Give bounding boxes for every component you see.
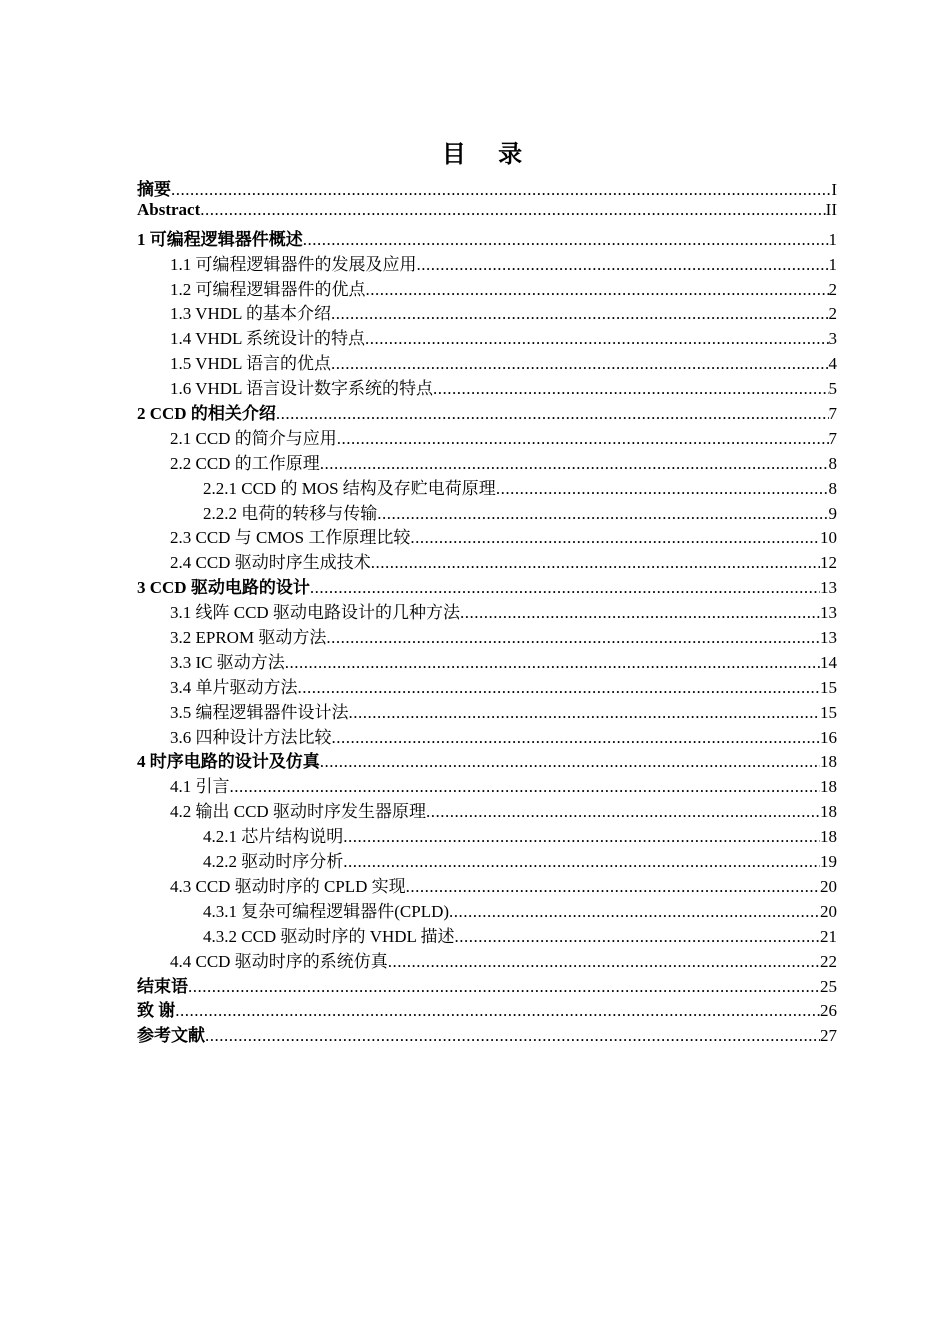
- toc-entry-page: II: [825, 199, 837, 219]
- toc-entry-page: 21: [820, 926, 837, 946]
- toc-entry-page: 13: [820, 578, 837, 598]
- toc-entry[interactable]: [137, 424, 837, 449]
- toc-dot-leader: [343, 827, 820, 847]
- toc-entry[interactable]: [137, 324, 837, 349]
- toc-entry-title: 4.2 输出 CCD 驱动时序发生器原理: [170, 802, 426, 822]
- toc-entry[interactable]: [137, 747, 837, 772]
- toc-dot-leader: [331, 304, 828, 324]
- toc-entry-title: 2.2.2 电荷的转移与传输: [203, 503, 378, 523]
- toc-entry-page: 20: [820, 901, 837, 921]
- toc-entry-title: 1.6 VHDL 语言设计数字系统的特点: [170, 379, 434, 399]
- toc-entry-page: 15: [820, 702, 837, 722]
- toc-entry-page: 2: [828, 304, 837, 324]
- toc-entry-title: 4.3.2 CCD 驱动时序的 VHDL 描述: [203, 926, 455, 946]
- toc-entry[interactable]: [137, 523, 837, 548]
- toc-entry-title: 4.1 引言: [170, 777, 230, 797]
- toc-dot-leader: [406, 877, 820, 897]
- toc-entry-page: 18: [820, 802, 837, 822]
- toc-entry[interactable]: [137, 648, 837, 673]
- toc-dot-leader: [366, 280, 829, 300]
- toc-entry[interactable]: [137, 499, 837, 524]
- toc-entry-title: 2.2 CCD 的工作原理: [170, 453, 320, 473]
- table-of-contents: [137, 175, 837, 1046]
- toc-entry-title: 2.4 CCD 驱动时序生成技术: [170, 553, 371, 573]
- toc-entry-title: 参考文献: [137, 1026, 205, 1046]
- toc-entry[interactable]: [137, 548, 837, 573]
- toc-entry-page: 8: [828, 453, 837, 473]
- toc-dot-leader: [200, 200, 825, 220]
- toc-dot-leader: [175, 1001, 820, 1021]
- toc-entry[interactable]: [137, 449, 837, 474]
- toc-dot-leader: [285, 653, 820, 673]
- toc-dot-leader: [298, 678, 821, 698]
- toc-entry[interactable]: [137, 374, 837, 399]
- toc-entry[interactable]: [137, 175, 837, 200]
- toc-entry-page: 14: [820, 652, 837, 672]
- toc-entry-page: 25: [820, 976, 837, 996]
- toc-entry-page: I: [831, 180, 837, 199]
- toc-entry[interactable]: [137, 399, 837, 424]
- toc-entry-title: 结束语: [137, 976, 188, 996]
- toc-dot-leader: [276, 404, 829, 424]
- toc-entry-title: 1.5 VHDL 语言的优点: [170, 354, 332, 374]
- toc-dot-leader: [371, 553, 820, 573]
- toc-entry-title: 1 可编程逻辑器件概述: [137, 229, 303, 249]
- toc-dot-leader: [460, 603, 820, 623]
- toc-dot-leader: [331, 354, 828, 374]
- toc-dot-leader: [230, 777, 821, 797]
- toc-entry[interactable]: [137, 598, 837, 623]
- toc-entry-title: 4.2.2 驱动时序分析: [203, 852, 344, 872]
- toc-entry-title: 3 CCD 驱动电路的设计: [137, 578, 310, 598]
- toc-dot-leader: [365, 329, 828, 349]
- toc-entry-title: 1.2 可编程逻辑器件的优点: [170, 279, 366, 299]
- toc-entry[interactable]: [137, 1021, 837, 1046]
- toc-entry-title: 3.3 IC 驱动方法: [170, 652, 285, 672]
- toc-entry-page: 7: [828, 428, 837, 448]
- toc-entry-title: 2 CCD 的相关介绍: [137, 404, 276, 424]
- toc-entry-page: 5: [828, 379, 837, 399]
- toc-dot-leader: [303, 230, 829, 250]
- toc-dot-leader: [171, 180, 831, 200]
- toc-dot-leader: [455, 927, 820, 947]
- toc-entry-page: 8: [828, 478, 837, 498]
- toc-entry[interactable]: [137, 275, 837, 300]
- toc-entry-page: 9: [828, 503, 837, 523]
- toc-dot-leader: [349, 703, 821, 723]
- toc-entry-page: 19: [820, 852, 837, 872]
- toc-entry-page: 2: [828, 279, 837, 299]
- toc-entry[interactable]: [137, 673, 837, 698]
- toc-entry-page: 1: [828, 229, 837, 249]
- toc-entry-title: 3.4 单片驱动方法: [170, 677, 298, 697]
- toc-entry-page: 13: [820, 628, 837, 648]
- toc-entry[interactable]: [137, 299, 837, 324]
- toc-entry-page: 12: [820, 553, 837, 573]
- toc-entry-page: 27: [820, 1026, 837, 1046]
- toc-dot-leader: [433, 379, 828, 399]
- toc-dot-leader: [388, 952, 820, 972]
- toc-dot-leader: [188, 977, 820, 997]
- toc-entry[interactable]: [137, 922, 837, 947]
- toc-entry-title: 1.1 可编程逻辑器件的发展及应用: [170, 254, 417, 274]
- toc-entry-title: 摘要: [137, 180, 171, 199]
- toc-entry[interactable]: [137, 623, 837, 648]
- toc-entry[interactable]: [137, 200, 837, 225]
- toc-dot-leader: [377, 504, 828, 524]
- toc-entry-page: 22: [820, 951, 837, 971]
- toc-entry-page: 7: [828, 404, 837, 424]
- toc-entry[interactable]: [137, 822, 837, 847]
- toc-dot-leader: [426, 802, 820, 822]
- toc-entry[interactable]: [137, 250, 837, 275]
- toc-entry[interactable]: [137, 349, 837, 374]
- toc-entry-title: 3.5 编程逻辑器件设计法: [170, 702, 349, 722]
- page-title: 目 录: [441, 139, 535, 168]
- toc-entry-page: 18: [820, 752, 837, 772]
- toc-entry[interactable]: [137, 996, 837, 1021]
- toc-entry[interactable]: [137, 573, 837, 598]
- toc-entry-title: 致 谢: [137, 1001, 176, 1021]
- toc-entry[interactable]: [137, 872, 837, 897]
- toc-dot-leader: [320, 752, 820, 772]
- toc-dot-leader: [343, 852, 820, 872]
- toc-dot-leader: [417, 255, 829, 275]
- toc-entry[interactable]: [137, 474, 837, 499]
- toc-entry[interactable]: [137, 797, 837, 822]
- toc-entry-title: 4.2.1 芯片结构说明: [203, 827, 344, 847]
- toc-dot-leader: [410, 528, 820, 548]
- toc-dot-leader: [205, 1026, 820, 1046]
- toc-entry-page: 18: [820, 777, 837, 797]
- toc-entry-title: 4 时序电路的设计及仿真: [137, 752, 320, 772]
- toc-entry-page: 18: [820, 827, 837, 847]
- toc-entry[interactable]: [137, 225, 837, 250]
- toc-entry-page: 13: [820, 603, 837, 623]
- toc-entry-page: 3: [828, 329, 837, 349]
- toc-dot-leader: [310, 578, 820, 598]
- toc-entry[interactable]: [137, 723, 837, 748]
- toc-entry-page: 16: [820, 727, 837, 747]
- toc-entry-page: 15: [820, 677, 837, 697]
- toc-entry-title: 1.4 VHDL 系统设计的特点: [170, 329, 366, 349]
- toc-entry-title: 4.3.1 复杂可编程逻辑器件(CPLD): [203, 901, 450, 921]
- toc-entry[interactable]: [137, 947, 837, 972]
- toc-entry-title: 4.3 CCD 驱动时序的 CPLD 实现: [170, 876, 406, 896]
- toc-entry-title: 2.1 CCD 的简介与应用: [170, 428, 337, 448]
- toc-dot-leader: [320, 454, 829, 474]
- toc-dot-leader: [449, 902, 820, 922]
- toc-entry[interactable]: [137, 897, 837, 922]
- toc-dot-leader: [332, 728, 821, 748]
- toc-entry-page: 4: [828, 354, 837, 374]
- toc-entry-title: 3.6 四种设计方法比较: [170, 727, 332, 747]
- toc-entry-title: 2.3 CCD 与 CMOS 工作原理比较: [170, 528, 411, 548]
- toc-entry-title: 3.2 EPROM 驱动方法: [170, 628, 327, 648]
- toc-entry-title: 3.1 线阵 CCD 驱动电路设计的几种方法: [170, 603, 460, 623]
- toc-entry-page: 10: [820, 528, 837, 548]
- toc-entry[interactable]: [137, 698, 837, 723]
- toc-dot-leader: [326, 628, 820, 648]
- toc-entry[interactable]: [137, 972, 837, 997]
- toc-entry-page: 26: [820, 1001, 837, 1021]
- toc-entry-page: 20: [820, 876, 837, 896]
- toc-entry-title: 2.2.1 CCD 的 MOS 结构及存贮电荷原理: [203, 478, 496, 498]
- toc-entry[interactable]: [137, 847, 837, 872]
- toc-entry-page: 1: [828, 254, 837, 274]
- toc-entry-title: Abstract: [137, 199, 201, 219]
- toc-entry-title: 1.3 VHDL 的基本介绍: [170, 304, 332, 324]
- toc-entry-title: 4.4 CCD 驱动时序的系统仿真: [170, 951, 388, 971]
- toc-entry[interactable]: [137, 772, 837, 797]
- toc-dot-leader: [496, 479, 829, 499]
- toc-dot-leader: [337, 429, 829, 449]
